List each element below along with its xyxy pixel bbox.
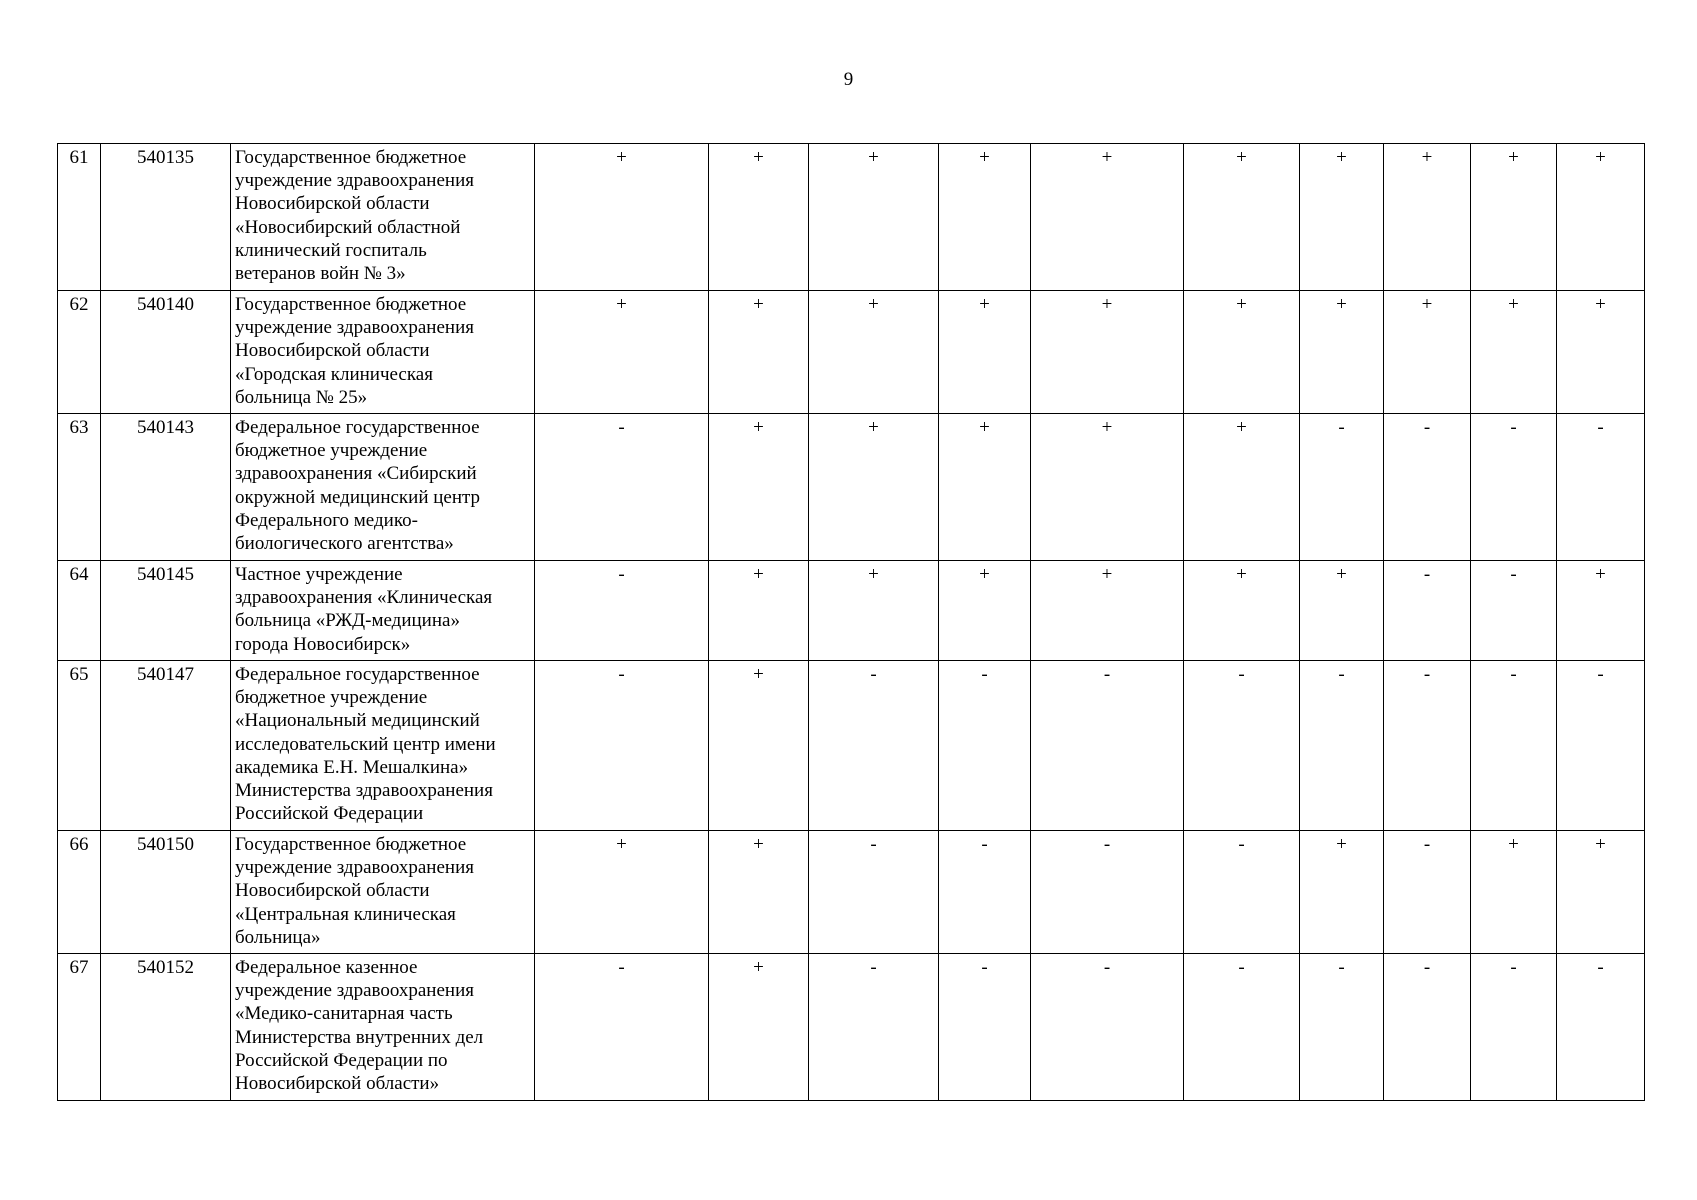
facility-code: 540147 — [101, 661, 231, 831]
facility-name-line: клинический госпиталь — [235, 239, 427, 261]
service-mark: + — [709, 561, 809, 661]
service-mark: + — [709, 414, 809, 561]
facility-name-line: академика Е.Н. Мешалкина» — [235, 756, 469, 778]
service-mark: + — [1184, 561, 1300, 661]
service-mark: + — [1557, 144, 1645, 291]
service-mark: + — [809, 561, 939, 661]
service-mark: + — [809, 414, 939, 561]
facility-name-line: Министерства здравоохранения — [235, 780, 493, 802]
facility-name-line: Новосибирской области — [235, 340, 430, 362]
facility-name-line: Федеральное казенное — [235, 957, 418, 978]
service-mark: - — [1384, 561, 1471, 661]
facility-name-line: Федеральное государственное — [235, 664, 480, 685]
service-mark: + — [535, 831, 709, 954]
facility-name — [231, 414, 535, 561]
facility-name — [231, 291, 535, 414]
facility-name-line: Новосибирской области» — [235, 1073, 440, 1095]
row-number: 64 — [58, 561, 101, 661]
service-mark: + — [1557, 291, 1645, 414]
facility-code: 540152 — [101, 954, 231, 1101]
facility-name-line: Российской Федерации — [235, 803, 424, 825]
facility-name-line: «Новосибирский областной — [235, 216, 461, 238]
service-mark: + — [1471, 291, 1557, 414]
facility-table — [57, 143, 1645, 1101]
facility-name-line: здравоохранения «Клиническая — [235, 587, 493, 609]
service-mark: + — [1300, 831, 1384, 954]
page-number: 9 — [843, 69, 854, 90]
service-mark: - — [1471, 414, 1557, 561]
service-mark: + — [1300, 561, 1384, 661]
table-row — [58, 291, 1645, 414]
table-row — [58, 144, 1645, 291]
service-mark: + — [1031, 144, 1184, 291]
facility-name-line: Федеральное государственное — [235, 417, 480, 438]
service-mark: - — [1471, 561, 1557, 661]
service-mark: - — [535, 954, 709, 1101]
service-mark: - — [1384, 831, 1471, 954]
service-mark: + — [939, 561, 1031, 661]
service-mark: + — [1184, 414, 1300, 561]
facility-name — [231, 661, 535, 831]
service-mark: - — [1557, 954, 1645, 1101]
service-mark: - — [535, 661, 709, 831]
service-mark: - — [1384, 414, 1471, 561]
facility-name-line: окружной медицинский центр — [235, 486, 481, 508]
service-mark: + — [535, 144, 709, 291]
facility-name-line: учреждение здравоохранения — [235, 857, 474, 879]
service-mark: + — [1031, 414, 1184, 561]
facility-name-line: больница» — [235, 926, 321, 948]
table-row — [58, 661, 1645, 831]
service-mark: - — [1557, 661, 1645, 831]
facility-code: 540150 — [101, 831, 231, 954]
facility-code: 540135 — [101, 144, 231, 291]
facility-code: 540140 — [101, 291, 231, 414]
facility-name-line: Новосибирской области — [235, 880, 430, 902]
row-number: 67 — [58, 954, 101, 1101]
service-mark: - — [535, 414, 709, 561]
service-mark: + — [1471, 144, 1557, 291]
service-mark: - — [939, 954, 1031, 1101]
facility-code: 540145 — [101, 561, 231, 661]
facility-name-line: Федерального медико- — [235, 509, 418, 531]
facility-name-line: Частное учреждение — [235, 564, 403, 585]
row-number: 61 — [58, 144, 101, 291]
facility-name-line: «Городская клиническая — [235, 363, 433, 385]
table-body — [58, 144, 1645, 1101]
facility-name-line: «Национальный медицинский — [235, 710, 480, 732]
table-row — [58, 831, 1645, 954]
service-mark: - — [1184, 831, 1300, 954]
service-mark: - — [1184, 661, 1300, 831]
service-mark: - — [1031, 954, 1184, 1101]
facility-name-line: Государственное бюджетное — [235, 834, 467, 855]
row-number: 62 — [58, 291, 101, 414]
facility-name-line: исследовательский центр имени — [235, 733, 496, 755]
service-mark: - — [1471, 661, 1557, 831]
service-mark: + — [1184, 144, 1300, 291]
table-row — [58, 414, 1645, 561]
facility-name-line: города Новосибирск» — [235, 633, 411, 655]
row-number: 63 — [58, 414, 101, 561]
service-mark: - — [1300, 414, 1384, 561]
service-mark: + — [939, 144, 1031, 291]
facility-code: 540143 — [101, 414, 231, 561]
service-mark: - — [1471, 954, 1557, 1101]
facility-name-line: больница № 25» — [235, 386, 368, 408]
service-mark: - — [1184, 954, 1300, 1101]
facility-name-line: Государственное бюджетное — [235, 147, 467, 168]
facility-name-line: Российской Федерации по — [235, 1049, 448, 1071]
service-mark: + — [1471, 831, 1557, 954]
service-mark: - — [1031, 661, 1184, 831]
service-mark: + — [1031, 291, 1184, 414]
row-number: 66 — [58, 831, 101, 954]
facility-name — [231, 561, 535, 661]
facility-name — [231, 954, 535, 1101]
service-mark: - — [1300, 661, 1384, 831]
service-mark: + — [1300, 291, 1384, 414]
service-mark: + — [709, 954, 809, 1101]
service-mark: - — [1031, 831, 1184, 954]
service-mark: + — [1384, 291, 1471, 414]
service-mark: - — [939, 831, 1031, 954]
service-mark: - — [1384, 661, 1471, 831]
service-mark: + — [809, 291, 939, 414]
service-mark: - — [809, 831, 939, 954]
service-mark: + — [1031, 561, 1184, 661]
service-mark: + — [939, 291, 1031, 414]
service-mark: - — [809, 954, 939, 1101]
service-mark: - — [939, 661, 1031, 831]
service-mark: + — [1184, 291, 1300, 414]
facility-name — [231, 144, 535, 291]
table-row — [58, 561, 1645, 661]
service-mark: + — [709, 831, 809, 954]
table-row — [58, 954, 1645, 1101]
service-mark: + — [535, 291, 709, 414]
service-mark: + — [809, 144, 939, 291]
facility-name-line: ветеранов войн № 3» — [235, 263, 406, 285]
facility-name-line: «Центральная клиническая — [235, 903, 456, 925]
service-mark: - — [809, 661, 939, 831]
facility-name-line: «Медико-санитарная часть — [235, 1003, 453, 1025]
service-mark: + — [1300, 144, 1384, 291]
service-mark: + — [1557, 561, 1645, 661]
service-mark: + — [709, 661, 809, 831]
service-mark: + — [709, 291, 809, 414]
service-mark: - — [1384, 954, 1471, 1101]
facility-name-line: больница «РЖД-медицина» — [235, 610, 460, 632]
facility-name-line: учреждение здравоохранения — [235, 170, 474, 192]
facility-name-line: бюджетное учреждение — [235, 440, 428, 462]
service-mark: - — [1557, 414, 1645, 561]
service-mark: - — [535, 561, 709, 661]
service-mark: + — [1384, 144, 1471, 291]
service-mark: + — [1557, 831, 1645, 954]
facility-name-line: бюджетное учреждение — [235, 687, 428, 709]
facility-name-line: учреждение здравоохранения — [235, 980, 474, 1002]
service-mark: - — [1300, 954, 1384, 1101]
facility-name-line: Новосибирской области — [235, 193, 430, 215]
facility-name-line: биологического агентства» — [235, 533, 454, 555]
facility-name-line: Государственное бюджетное — [235, 294, 467, 315]
facility-name-line: Министерства внутренних дел — [235, 1026, 484, 1048]
service-mark: + — [709, 144, 809, 291]
facility-name-line: учреждение здравоохранения — [235, 317, 474, 339]
facility-name — [231, 831, 535, 954]
facility-name-line: здравоохранения «Сибирский — [235, 463, 477, 485]
service-mark: + — [939, 414, 1031, 561]
row-number: 65 — [58, 661, 101, 831]
